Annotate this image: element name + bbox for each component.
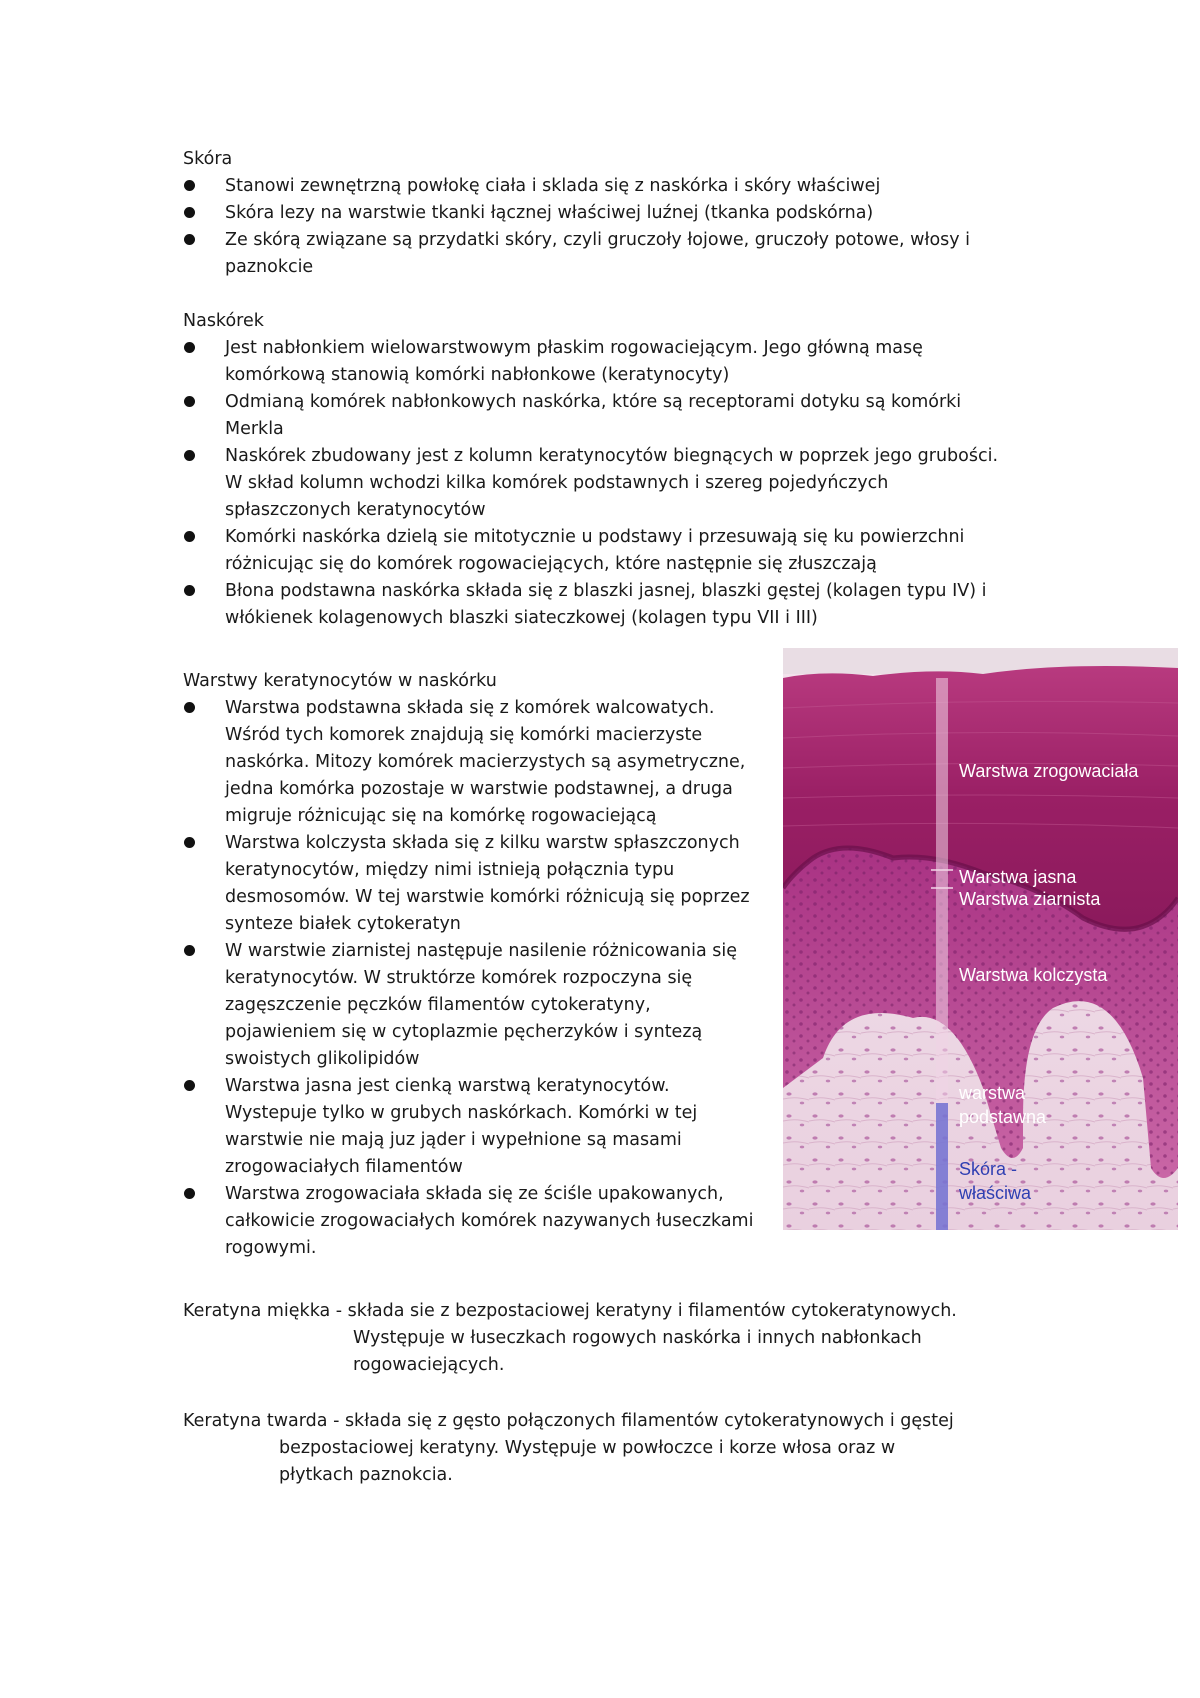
list-item: Naskórek zbudowany jest z kolumn keratynocytów biegnących w poprzek jego grubości. W skład kolumn wchodzi kilka komórek podstawnych i szereg pojedyńczych spłaszczonych keratynocytów — [183, 443, 1013, 524]
label-warstwa-podstawna-2: podstawna — [959, 1107, 1047, 1127]
histology-image — [783, 648, 1178, 1230]
keratyna-twarda-line-1: Keratyna twarda - składa się z gęsto połączonych filamentów cytokeratynowych i gęstej — [183, 1411, 954, 1431]
label-warstwa-kolczysta: Warstwa kolczysta — [959, 965, 1108, 985]
list-item: Stanowi zewnętrzną powłokę ciała i sklada się z naskórka i skóry właściwej — [183, 173, 1013, 200]
keratyna-miekka-line-2: Występuje w łuseczkach rogowych naskórka i innych nabłonkach — [353, 1328, 922, 1348]
list-skora — [183, 173, 1013, 281]
list-item: Warstwa jasna jest cienką warstwą keratynocytów. Wystepuje tylko w grubych naskórkach. Komórki w tej warstwie nie mają juz jąder i wypełnione są masami zrogowaciałych filamentów — [183, 1073, 761, 1181]
label-warstwa-jasna: Warstwa jasna — [959, 867, 1077, 887]
label-warstwa-ziarnista: Warstwa ziarnista — [959, 889, 1101, 909]
keratyna-miekka-line-1: Keratyna miękka - składa sie z bezpostaciowej keratyny i filamentów cytokeratynowych. — [183, 1301, 957, 1321]
list-item: Warstwa zrogowaciała składa się ze ściśle upakowanych, całkowicie zrogowaciałych komórek nazywanych łuseczkami rogowymi. — [183, 1181, 761, 1262]
list-item: Warstwa podstawna składa się z komórek walcowatych. Wśród tych komorek znajdują się komórki macierzyste naskórka. Mitozy komórek macierzystych są asymetryczne, jedna komórka pozostaje w warstwie podstawnej, a druga migruje różnicując się na komórkę rogowaciejącą — [183, 695, 761, 830]
keratyna-miekka-line-3: rogowaciejących. — [353, 1355, 505, 1375]
list-item: Błona podstawna naskórka składa się z blaszki jasnej, blaszki gęstej (kolagen typu IV) i włókienek kolagenowych blaszki siateczkowej (kolagen typu VII i III) — [183, 578, 1013, 632]
list-item: Odmianą komórek nabłonkowych naskórka, które są receptorami dotyku są komórki Merkla — [183, 389, 1013, 443]
section-heading-skora: Skóra — [183, 149, 233, 169]
label-warstwa-podstawna-1: warstwa — [959, 1083, 1026, 1103]
list-item: W warstwie ziarnistej następuje nasilenie różnicowania się keratynocytów. W struktórze komórek rozpoczyna się zagęszczenie pęczków filamentów cytokeratyny, pojawieniem się w cytoplazmie pęcherzyków i syntezą swoistych glikolipidów — [183, 938, 761, 1073]
label-skora-wlasciwa-1: Skóra - — [959, 1159, 1018, 1179]
label-warstwa-zrogowaciala: Warstwa zrogowaciała — [959, 761, 1139, 781]
list-naskorek — [183, 335, 1013, 632]
section-heading-naskorek: Naskórek — [183, 311, 264, 331]
list-item: Skóra lezy na warstwie tkanki łącznej właściwej luźnej (tkanka podskórna) — [183, 200, 1013, 227]
list-item: Komórki naskórka dzielą sie mitotycznie u podstawy i przesuwają się ku powierzchni różnicując się do komórek rogowaciejących, które następnie się złuszczają — [183, 524, 1013, 578]
histology-figure — [783, 648, 1178, 1230]
keratyna-twarda-line-3: płytkach paznokcia. — [279, 1465, 453, 1485]
keratyna-miekka — [183, 1298, 957, 1379]
dermis-marker-bar — [936, 1103, 948, 1230]
list-warstwy — [183, 695, 761, 1262]
list-item: Jest nabłonkiem wielowarstwowym płaskim rogowaciejącym. Jego główną masę komórkową stanowią komórki nabłonkowe (keratynocyty) — [183, 335, 1013, 389]
keratyna-twarda-line-2: bezpostaciowej keratyny. Występuje w powłoczce i korze włosa oraz w — [279, 1438, 896, 1458]
section-heading-warstwy: Warstwy keratynocytów w naskórku — [183, 671, 497, 691]
list-item: Warstwa kolczysta składa się z kilku warstw spłaszczonych keratynocytów, między nimi istnieją połącznia typu desmosomów. W tej warstwie komórki różnicują się poprzez synteze białek cytokeratyn — [183, 830, 761, 938]
keratyna-twarda — [183, 1408, 954, 1489]
list-item: Ze skórą związane są przydatki skóry, czyli gruczoły łojowe, gruczoły potowe, włosy i paznokcie — [183, 227, 1013, 281]
label-skora-wlasciwa-2: właściwa — [959, 1183, 1032, 1203]
